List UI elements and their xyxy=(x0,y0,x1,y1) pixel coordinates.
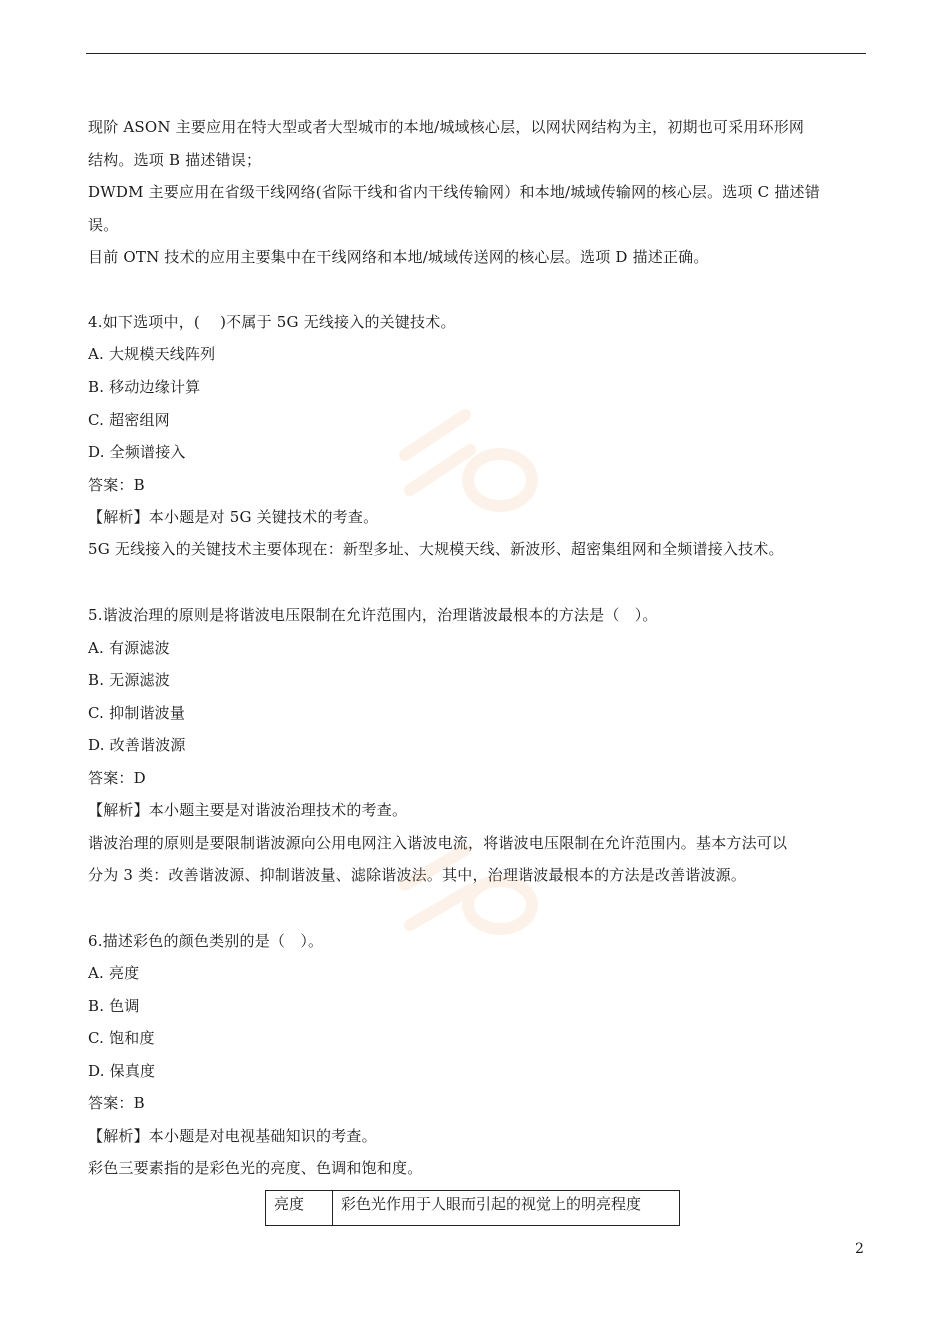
question-4-answer: 答案：B xyxy=(88,476,145,494)
question-5-option-c: C. 抑制谐波量 xyxy=(88,704,186,722)
question-5-option-b: B. 无源滤波 xyxy=(88,671,170,689)
question-5-explanation-2: 分为 3 类：改善谐波源、抑制谐波量、滤除谐波法。其中，治理谐波最根本的方法是改善谐波源。 xyxy=(88,866,747,884)
question-4-option-b: B. 移动边缘计算 xyxy=(88,378,201,396)
question-6-explanation-1: 彩色三要素指的是彩色光的亮度、色调和饱和度。 xyxy=(88,1159,423,1177)
intro-line-1: 现阶 ASON 主要应用在特大型或者大型城市的本地/城域核心层，以网状网结构为主，初期也可采用环形网 xyxy=(88,118,805,136)
intro-line-4: 误。 xyxy=(88,216,119,234)
table-cell-description: 彩色光作用于人眼而引起的视觉上的明亮程度 xyxy=(333,1191,680,1226)
intro-line-5: 目前 OTN 技术的应用主要集中在干线网络和本地/城域传送网的核心层。选项 D 描述正确。 xyxy=(88,248,709,266)
question-6-stem: 6.描述彩色的颜色类别的是（ ）。 xyxy=(88,932,324,950)
question-4-stem: 4.如下选项中，( )不属于 5G 无线接入的关键技术。 xyxy=(88,313,456,331)
question-6-option-a: A. 亮度 xyxy=(88,964,140,982)
question-6-answer: 答案：B xyxy=(88,1094,145,1112)
question-5-analysis: 【解析】本小题主要是对谐波治理技术的考查。 xyxy=(88,801,408,819)
question-6-option-c: C. 饱和度 xyxy=(88,1029,155,1047)
question-5-option-d: D. 改善谐波源 xyxy=(88,736,186,754)
question-5-option-a: A. 有源滤波 xyxy=(88,639,170,657)
question-6-analysis: 【解析】本小题是对电视基础知识的考查。 xyxy=(88,1127,377,1145)
question-4-explanation-1: 5G 无线接入的关键技术主要体现在：新型多址、大规模天线、新波形、超密集组网和全频谱接入技术。 xyxy=(88,540,784,558)
watermark-logo-icon xyxy=(395,395,545,515)
question-4-option-c: C. 超密组网 xyxy=(88,411,170,429)
question-6-option-d: D. 保真度 xyxy=(88,1062,156,1080)
question-5-answer: 答案：D xyxy=(88,769,146,787)
watermark-logo-icon xyxy=(395,845,545,935)
table-cell-term: 亮度 xyxy=(266,1191,333,1226)
question-5-explanation-1: 谐波治理的原则是要限制谐波源向公用电网注入谐波电流，将谐波电压限制在允许范围内。基本方法可以 xyxy=(88,834,788,852)
header-rule xyxy=(86,53,866,54)
intro-line-2: 结构。选项 B 描述错误； xyxy=(88,151,262,169)
table-row xyxy=(266,1191,680,1226)
color-attributes-table xyxy=(265,1190,680,1226)
question-5-stem: 5.谐波治理的原则是将谐波电压限制在允许范围内，治理谐波最根本的方法是（ ）。 xyxy=(88,606,658,624)
page-number: 2 xyxy=(855,1241,864,1257)
question-4-analysis: 【解析】本小题是对 5G 关键技术的考查。 xyxy=(88,508,379,526)
question-4-option-a: A. 大规模天线阵列 xyxy=(88,345,216,363)
intro-line-3: DWDM 主要应用在省级干线网络(省际干线和省内干线传输网）和本地/城域传输网的核心层。选项 C 描述错 xyxy=(88,183,820,201)
question-6-option-b: B. 色调 xyxy=(88,997,140,1015)
question-4-option-d: D. 全频谱接入 xyxy=(88,443,186,461)
